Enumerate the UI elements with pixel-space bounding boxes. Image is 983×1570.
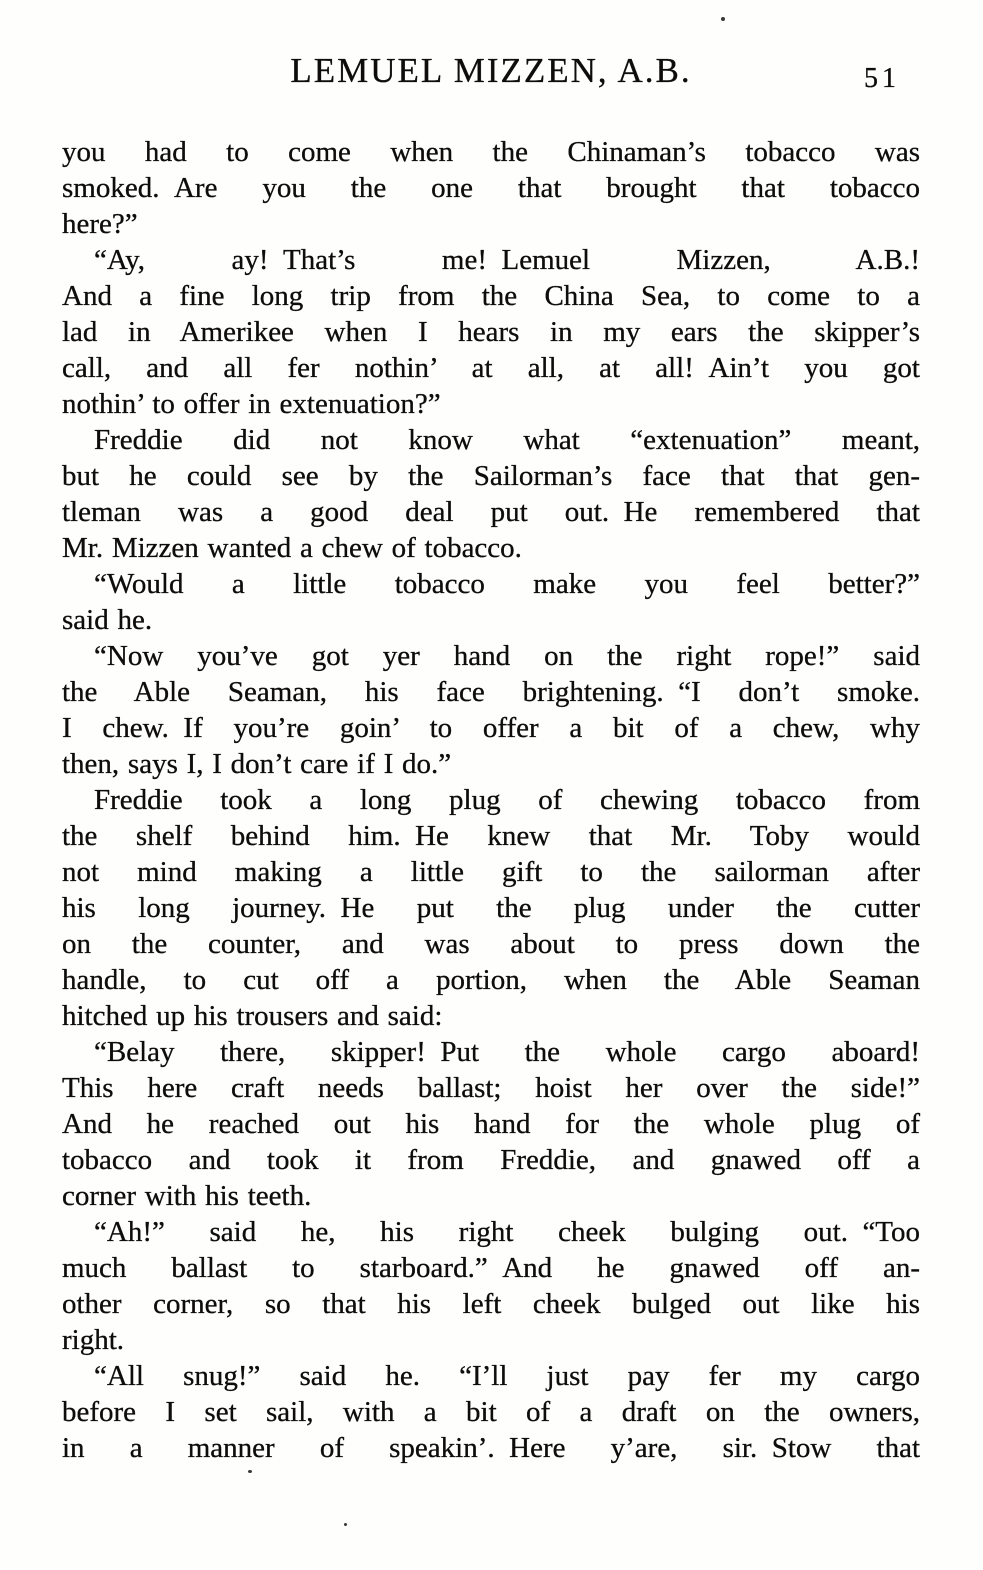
text-line: nothin’ to offer in extenuation?” — [62, 388, 441, 420]
paragraph — [62, 566, 920, 638]
scan-speck — [721, 17, 725, 21]
text-block — [62, 134, 920, 1466]
text-line: the shelf behind him. He knew that Mr. Toby would — [62, 820, 920, 852]
text-line: tleman was a good deal put out. He remembered that — [62, 496, 920, 528]
running-title: LEMUEL MIZZEN, A.B. — [290, 51, 692, 90]
text-line: “Would a little tobacco make you feel better?” — [94, 568, 920, 600]
text-line: much ballast to starboard.” And he gnawed off an- — [62, 1252, 920, 1284]
text-line: tobacco and took it from Freddie, and gnawed off a — [62, 1144, 920, 1176]
text-line: hitched up his trousers and said: — [62, 1000, 443, 1032]
text-line: here?” — [62, 208, 138, 240]
text-line: I chew. If you’re goin’ to offer a bit of a chew, why — [62, 712, 920, 744]
text-line: And he reached out his hand for the whole plug of — [62, 1108, 920, 1140]
text-line: “Now you’ve got yer hand on the right rope!” said — [94, 640, 920, 672]
text-line: you had to come when the Chinaman’s tobacco was — [62, 136, 920, 168]
paragraph — [62, 242, 920, 422]
text-line: This here craft needs ballast; hoist her over the side!” — [62, 1072, 920, 1104]
page-number: 51 — [864, 63, 900, 94]
text-line: lad in Amerikee when I hears in my ears the skipper’s — [62, 316, 920, 348]
text-line: not mind making a little gift to the sailorman after — [62, 856, 920, 888]
text-line: in a manner of speakin’. Here y’are, sir. Stow that — [62, 1432, 920, 1464]
text-line: on the counter, and was about to press down the — [62, 928, 920, 960]
paragraph — [62, 1034, 920, 1214]
paragraph — [62, 782, 920, 1034]
text-line: but he could see by the Sailorman’s face that that gen- — [62, 460, 920, 492]
text-line: “Ah!” said he, his right cheek bulging out. “Too — [94, 1216, 920, 1248]
text-line: Freddie took a long plug of chewing tobacco from — [94, 784, 920, 816]
text-line: the Able Seaman, his face brightening. “I don’t smoke. — [62, 676, 920, 708]
scan-speck — [344, 1523, 347, 1526]
paragraph — [62, 422, 920, 566]
text-line: his long journey. He put the plug under the cutter — [62, 892, 920, 924]
text-line: other corner, so that his left cheek bulged out like his — [62, 1288, 920, 1320]
text-line: “Ay, ay! That’s me! Lemuel Mizzen, A.B.! — [94, 244, 920, 276]
text-line: said he. — [62, 604, 153, 636]
text-line: Freddie did not know what “extenuation” meant, — [94, 424, 920, 456]
scan-speck — [248, 1470, 252, 1473]
text-line: call, and all fer nothin’ at all, at all! Ain’t you got — [62, 352, 920, 384]
text-line: right. — [62, 1324, 125, 1356]
paragraph — [62, 1358, 920, 1466]
text-line: corner with his teeth. — [62, 1180, 312, 1212]
text-line: then, says I, I don’t care if I do.” — [62, 748, 452, 780]
text-line: before I set sail, with a bit of a draft on the owners, — [62, 1396, 920, 1428]
paragraph — [62, 1214, 920, 1358]
text-line: handle, to cut off a portion, when the Able Seaman — [62, 964, 920, 996]
text-line: “Belay there, skipper! Put the whole cargo aboard! — [94, 1036, 920, 1068]
paragraph-continuation — [62, 134, 920, 242]
text-line: Mr. Mizzen wanted a chew of tobacco. — [62, 532, 522, 564]
text-line: And a fine long trip from the China Sea, to come to a — [62, 280, 920, 312]
text-line: “All snug!” said he. “I’ll just pay fer my cargo — [94, 1360, 920, 1392]
text-line: smoked. Are you the one that brought that tobacco — [62, 172, 920, 204]
paragraph — [62, 638, 920, 782]
